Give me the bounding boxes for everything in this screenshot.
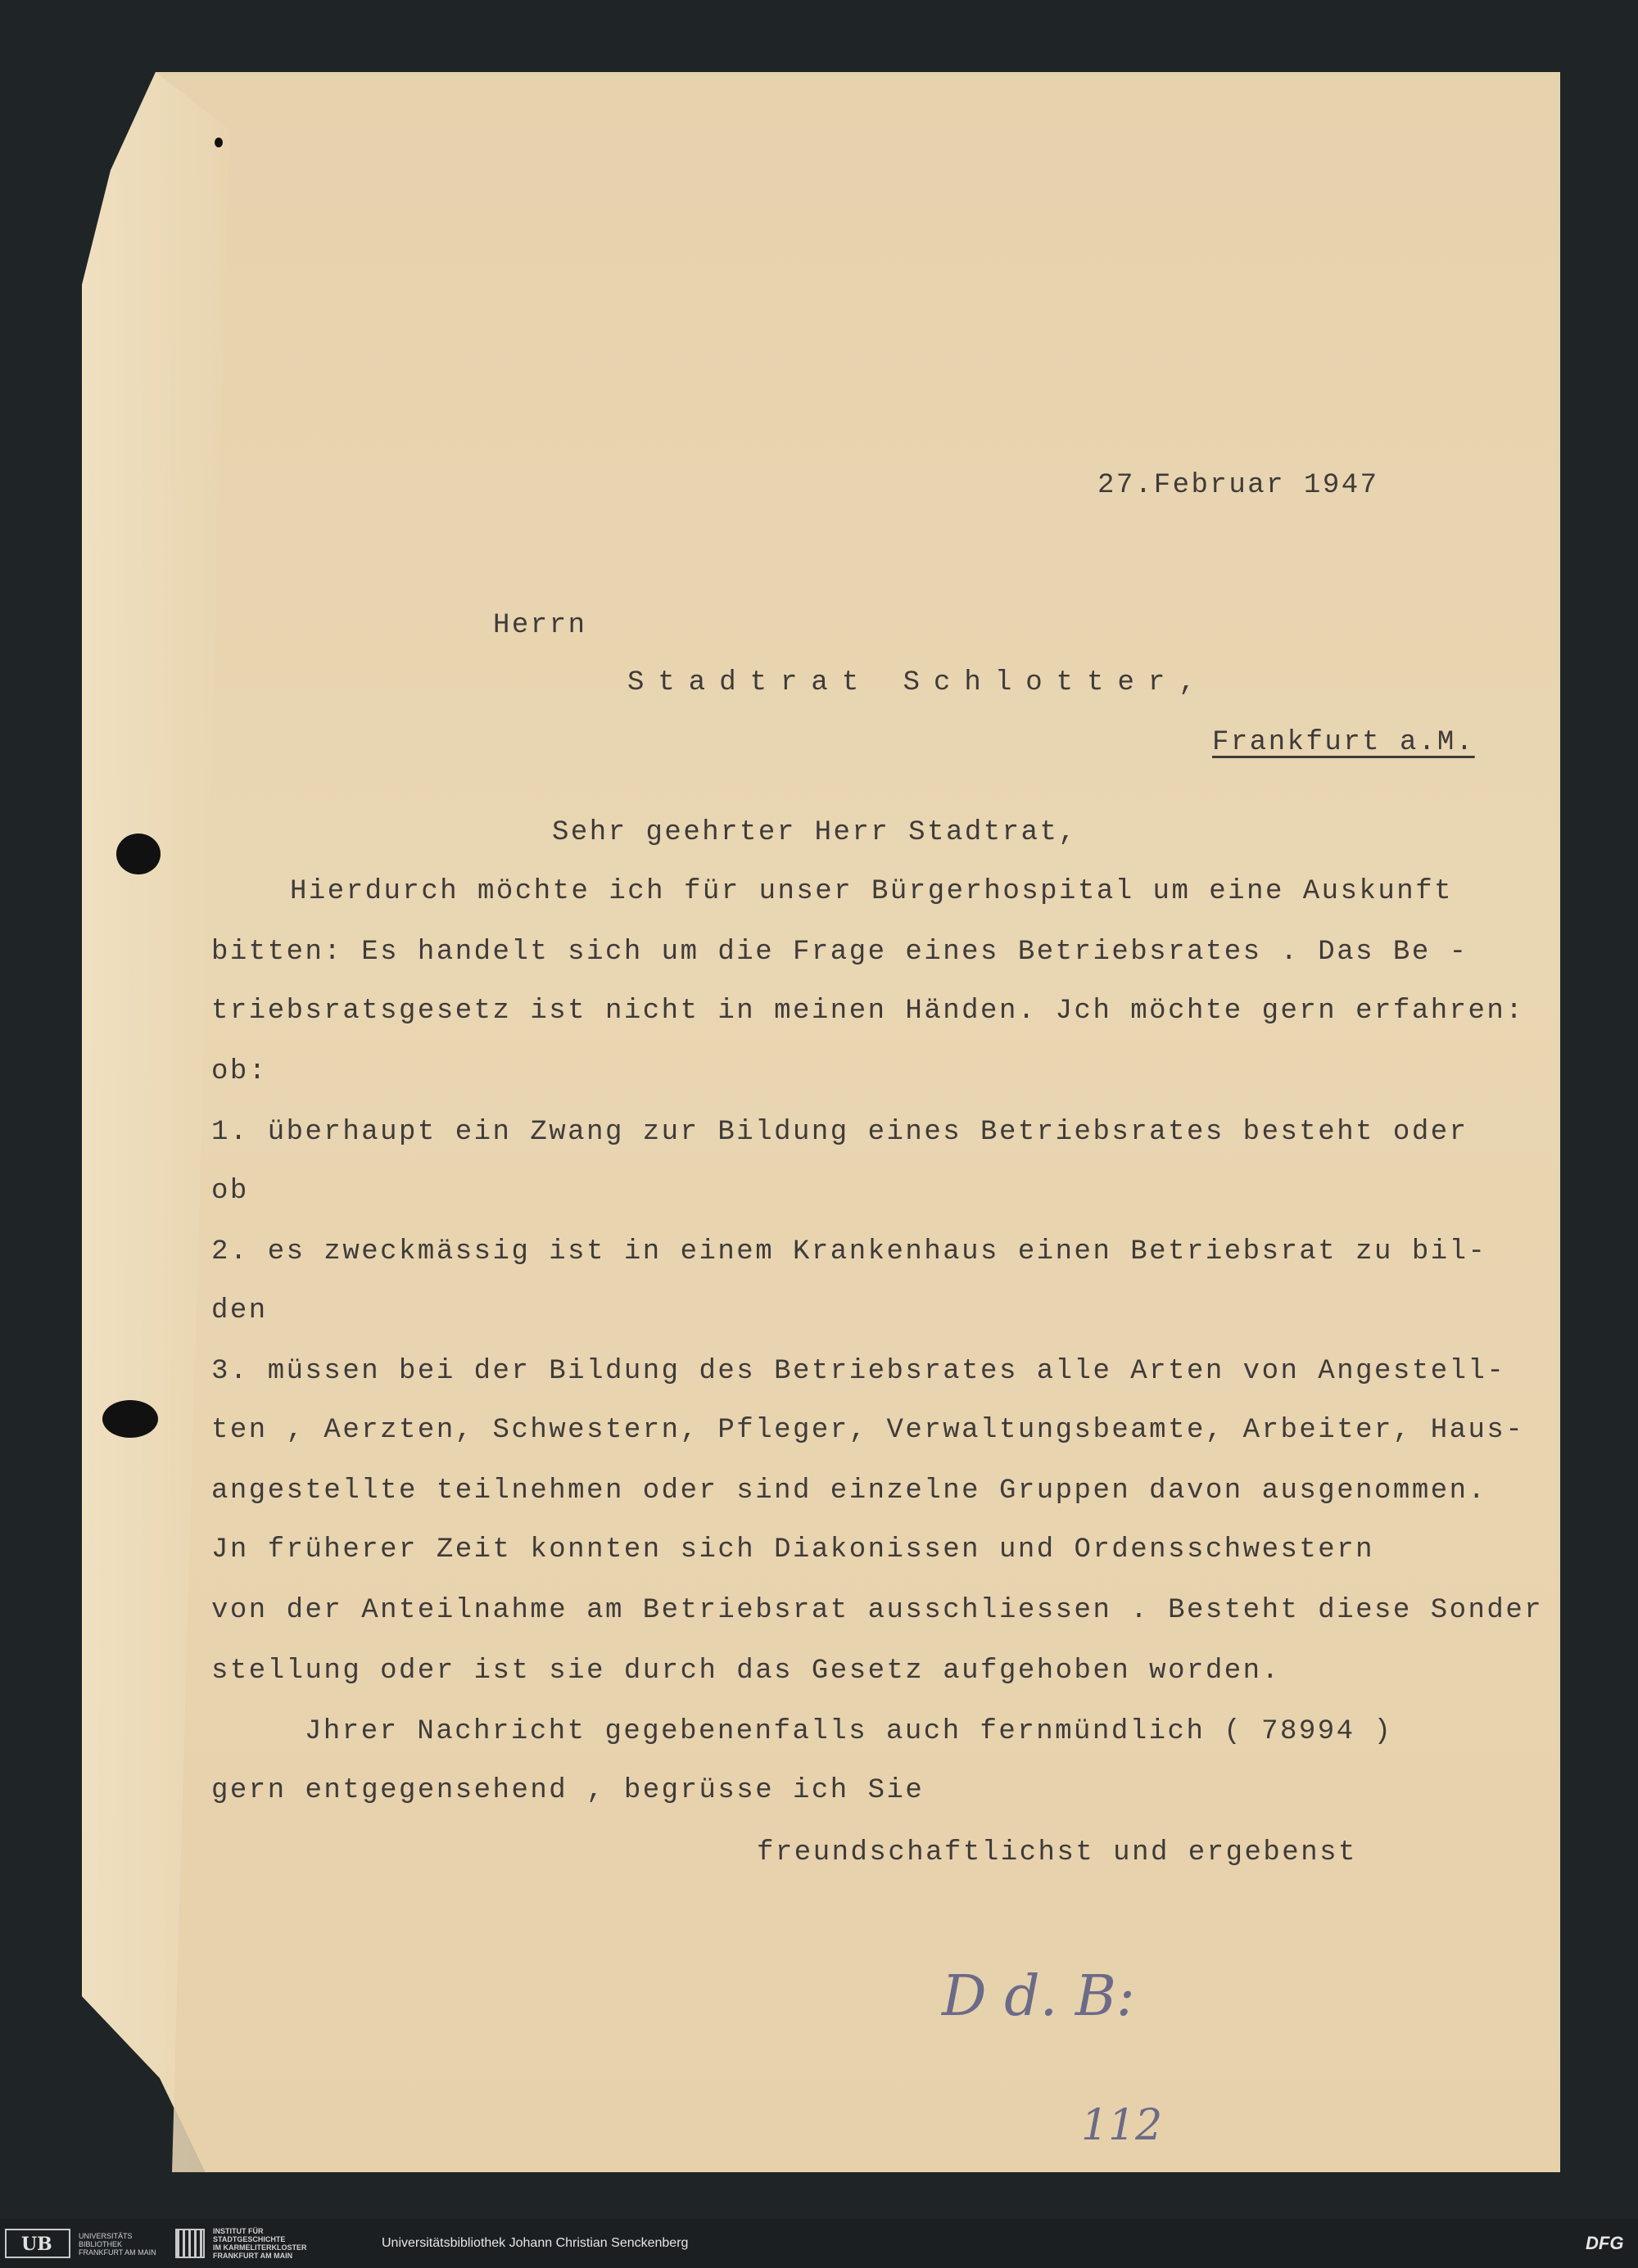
- body-line: ob: [211, 1176, 249, 1207]
- body-line: angestellte teilnehmen oder sind einzelne Gruppen davon ausgenommen.: [211, 1475, 1487, 1507]
- body-line: Hierdurch möchte ich für unser Bürgerhospital um eine Auskunft: [290, 876, 1454, 907]
- recipient-name: Stadtrat Schlotter,: [627, 667, 1210, 698]
- body-line: triebsratsgesetz ist nicht in meinen Händen. Jch möchte gern erfahren:: [211, 996, 1525, 1027]
- body-line: 2. es zweckmässig ist in einem Krankenhaus einen Betriebsrat zu bil-: [211, 1236, 1487, 1267]
- body-line: von der Anteilnahme am Betriebsrat ausschliessen . Besteht diese Sonder: [211, 1595, 1544, 1626]
- ub-text: UNIVERSITÄTS BIBLIOTHEK FRANKFURT AM MAIN: [79, 2232, 156, 2257]
- handwritten-note: D d. B:: [942, 1964, 1135, 2029]
- body-line: Jn früherer Zeit konnten sich Diakonissen und Ordensschwestern: [211, 1534, 1375, 1565]
- ub-logo: UB: [21, 2234, 52, 2255]
- body-line: den: [211, 1295, 268, 1326]
- body-line: Jhrer Nachricht gegebenenfalls auch fernmündlich ( 78994 ): [305, 1716, 1393, 1747]
- body-line: 3. müssen bei der Bildung des Betriebsrates alle Arten von Angestell-: [211, 1356, 1506, 1387]
- staple-mark: [215, 138, 223, 147]
- dfg-logo: DFG: [1586, 2233, 1624, 2253]
- recipient-city: Frankfurt a.M.: [1212, 727, 1475, 758]
- body-line: bitten: Es handelt sich um die Frage eines Betriebsrates . Das Be -: [211, 937, 1468, 968]
- body-line: ten , Aerzten, Schwestern, Pfleger, Verwaltungsbeamte, Arbeiter, Haus-: [211, 1415, 1525, 1446]
- page-number: 112: [1081, 2101, 1163, 2150]
- footer-center-text: Universitätsbibliothek Johann Christian Senckenberg: [382, 2236, 689, 2250]
- salutation-line: Herrn: [493, 610, 587, 641]
- greeting: Sehr geehrter Herr Stadtrat,: [552, 817, 1078, 848]
- institut-logo-icon: [175, 2229, 205, 2258]
- body-line: gern entgegensehend , begrüsse ich Sie: [211, 1775, 925, 1806]
- institut-text: INSTITUT FÜR STADTGESCHICHTE IM KARMELITERKLOSTER FRANKFURT AM MAIN: [213, 2227, 307, 2260]
- punch-hole-bottom: [102, 1400, 158, 1438]
- body-line: ob:: [211, 1056, 268, 1087]
- body-line: 1. überhaupt ein Zwang zur Bildung eines Betriebsrates besteht oder: [211, 1117, 1468, 1148]
- archive-footer: [0, 2219, 1638, 2268]
- letter-date: 27.Februar 1947: [1097, 470, 1379, 501]
- ub-logo-box: [5, 2229, 70, 2258]
- closing-line: freundschaftlichst und ergebenst: [757, 1837, 1357, 1868]
- punch-hole-top: [116, 834, 161, 874]
- body-line: stellung oder ist sie durch das Gesetz aufgehoben worden.: [211, 1656, 1281, 1687]
